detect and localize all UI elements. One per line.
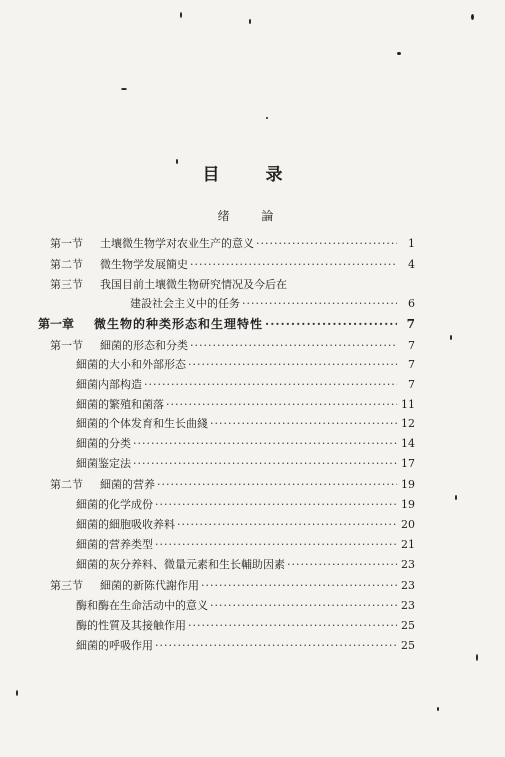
toc-entry	[50, 536, 415, 554]
toc-entry-number: 第一节	[50, 339, 83, 352]
toc-entry-text: 微生物的种类形态和生理特性	[94, 317, 264, 331]
dot-leader	[201, 579, 397, 592]
toc-entry-page: 19	[401, 478, 415, 491]
toc-entry-text: 微生物学发展簡史	[100, 258, 188, 271]
toc-entry-text: 細菌的新陈代謝作用	[100, 579, 199, 592]
toc-entry-page: 6	[408, 297, 415, 310]
scan-speck	[450, 335, 452, 340]
toc-entry-text: 酶的性質及其接触作用	[76, 619, 186, 632]
dot-leader	[210, 417, 397, 430]
toc-entry-page: 7	[408, 339, 415, 352]
page-title: 目 录	[202, 165, 303, 185]
toc-entry-text: 建設社会主义中的任务	[130, 297, 240, 310]
toc-entry-page: 11	[401, 398, 415, 411]
scan-speck	[266, 117, 268, 119]
toc-entry-text: 細菌的个体发育和生长曲綫	[76, 417, 208, 430]
toc-entry-text: 酶和酶在生命活动中的意义	[76, 599, 208, 612]
toc-entry-page: 20	[401, 518, 415, 531]
scan-speck	[437, 707, 439, 711]
toc-entry-text: 細菌的細胞吸收养料	[76, 518, 175, 531]
dot-leader	[265, 317, 397, 331]
toc-entry	[50, 617, 415, 635]
toc-entry-text: 細菌的繁殖和菌落	[76, 398, 164, 411]
dot-leader	[155, 639, 397, 652]
dot-leader	[144, 378, 397, 391]
toc-entry-text: 細菌的分类	[76, 437, 131, 450]
toc-entry-number: 第一章	[38, 317, 75, 331]
dot-leader	[133, 437, 397, 450]
dot-leader	[166, 398, 397, 411]
toc-entry	[50, 556, 415, 574]
toc-entry-page: 25	[401, 619, 415, 632]
dot-leader	[155, 538, 397, 551]
dot-leader	[157, 478, 397, 491]
toc-entry	[50, 295, 415, 313]
toc-entry-page: 7	[408, 358, 415, 371]
toc-entry	[50, 597, 415, 615]
scan-speck	[455, 495, 457, 500]
toc-entry-page: 23	[401, 599, 415, 612]
toc-entry-page: 7	[408, 378, 415, 391]
toc-entry	[50, 376, 415, 394]
toc-entry-text: 細菌内部构造	[76, 378, 142, 391]
toc-entry-text: 細菌的灰分养料、微量元素和生长輔助因素	[76, 558, 285, 571]
scan-speck	[121, 88, 127, 90]
toc-entry-text: 細菌鉴定法	[76, 457, 131, 470]
toc-entry-number: 第三节	[50, 278, 83, 291]
dot-leader	[155, 498, 397, 511]
toc-entry	[50, 637, 415, 655]
toc-entry-number: 第二节	[50, 478, 83, 491]
toc-entry-page: 21	[401, 538, 415, 551]
dot-leader	[287, 558, 397, 571]
toc-entry	[50, 496, 415, 514]
toc-entry-page: 23	[401, 579, 415, 592]
scan-speck	[249, 19, 251, 24]
toc-entry	[50, 396, 415, 414]
scan-speck	[180, 12, 182, 18]
dot-leader	[133, 457, 397, 470]
toc-entry-text: 細菌的营养	[100, 478, 155, 491]
toc-entry	[50, 415, 415, 433]
dot-leader	[190, 339, 397, 352]
toc-entry-page: 12	[401, 417, 415, 430]
toc-entry-text: 土壤微生物学对农业生产的意义	[100, 237, 254, 250]
toc-entry	[50, 235, 415, 253]
preface-heading: 绪 論	[217, 209, 288, 223]
toc-entry	[50, 337, 415, 355]
toc-entry	[50, 516, 415, 534]
dot-leader	[210, 599, 397, 612]
toc-entry-number: 第三节	[50, 579, 83, 592]
scan-speck	[471, 14, 474, 20]
dot-leader	[242, 297, 397, 310]
toc-entry-page: 7	[406, 317, 415, 331]
toc-entry-page: 1	[408, 237, 415, 250]
toc-entry-text: 細菌的形态和分类	[100, 339, 188, 352]
toc-entry-page: 4	[408, 258, 415, 271]
toc-entry	[50, 435, 415, 453]
toc-entry-text: 細菌的呼吸作用	[76, 639, 153, 652]
toc-entry	[50, 256, 415, 274]
toc-entry-page: 17	[401, 457, 415, 470]
toc-entry-number: 第一节	[50, 237, 83, 250]
toc-chapter-entry	[38, 315, 415, 333]
scan-speck	[397, 52, 401, 55]
toc-entry-text: 細菌的大小和外部形态	[76, 358, 186, 371]
dot-leader	[188, 358, 397, 371]
dot-leader	[177, 518, 397, 531]
dot-leader	[188, 619, 397, 632]
toc-entry	[50, 577, 415, 595]
dot-leader	[190, 258, 397, 271]
toc-entry-text: 細菌的营养类型	[76, 538, 153, 551]
toc-entry	[50, 276, 415, 294]
toc-entry-page: 23	[401, 558, 415, 571]
scan-speck	[476, 654, 478, 661]
toc-entry-page: 25	[401, 639, 415, 652]
toc-entry-text: 我国目前土壤微生物研究情况及今后在	[100, 278, 287, 291]
scan-speck	[16, 690, 18, 696]
toc-entry	[50, 356, 415, 374]
toc-entry-number: 第二节	[50, 258, 83, 271]
toc-entry-page: 14	[401, 437, 415, 450]
toc-entry-page: 19	[401, 498, 415, 511]
toc-entry	[50, 476, 415, 494]
toc-entry	[50, 455, 415, 473]
dot-leader	[256, 237, 397, 250]
toc-entry-text: 細菌的化学成份	[76, 498, 153, 511]
